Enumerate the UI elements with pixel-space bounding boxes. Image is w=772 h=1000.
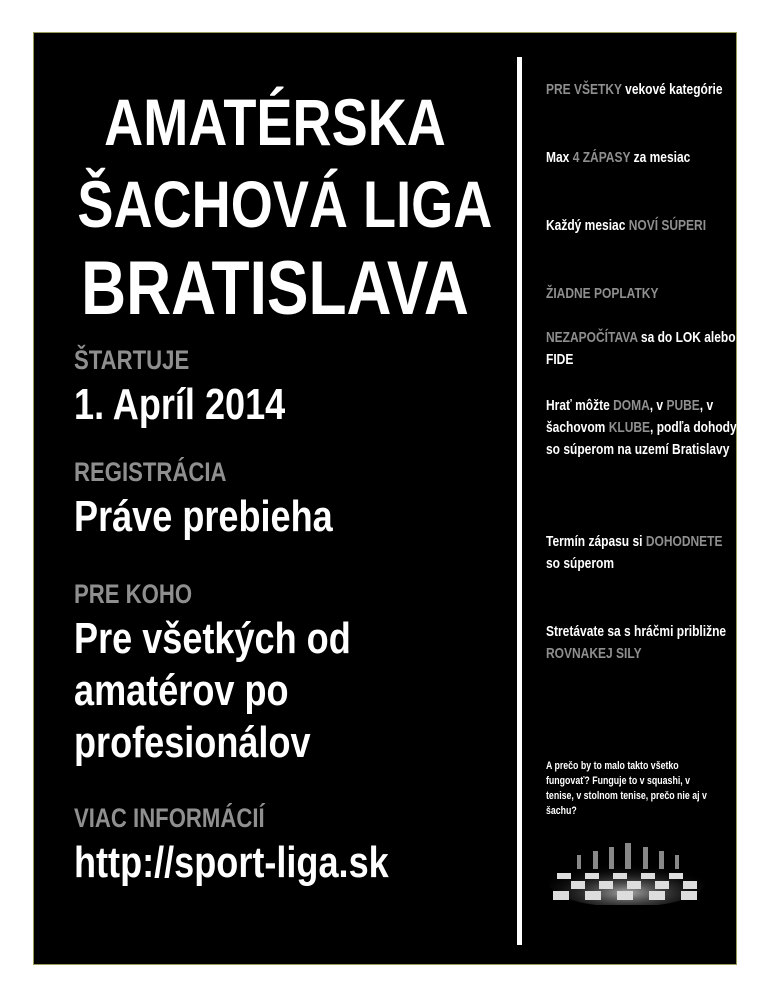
audience-line-2: amatérov po bbox=[74, 666, 289, 715]
poster bbox=[33, 32, 737, 965]
sidebar-text-run: Termín zápasu si bbox=[546, 533, 646, 550]
sidebar-text-run: , v bbox=[649, 397, 667, 414]
sidebar-text-run: ŽIADNE POPLATKY bbox=[546, 285, 659, 302]
sidebar-text-run: Hrať môžte bbox=[546, 397, 614, 414]
sidebar-text-run: Každý mesiac bbox=[546, 217, 629, 234]
sidebar-text-run: NEZAPOČÍTAVA bbox=[546, 329, 638, 346]
vertical-divider bbox=[517, 57, 522, 945]
title-line-2: ŠACHOVÁ LIGA bbox=[77, 167, 493, 241]
sidebar-item-fees bbox=[546, 283, 738, 305]
sidebar-text-run: so súperom bbox=[546, 555, 615, 572]
sidebar-text-run: Max bbox=[546, 149, 573, 166]
sidebar-text-run: , v šachovom bbox=[546, 397, 714, 436]
poster-title bbox=[77, 81, 493, 333]
sidebar-text-run: NOVÍ SÚPERI bbox=[628, 217, 707, 234]
sidebar-text-run: DOHODNETE bbox=[645, 533, 723, 550]
sidebar-text-run: ROVNAKEJ SILY bbox=[546, 645, 642, 662]
start-section bbox=[74, 345, 534, 431]
sidebar-text-run: vekové kategórie bbox=[621, 81, 723, 98]
sidebar-text-run: 4 ZÁPASY bbox=[572, 149, 631, 166]
sidebar-text-run: , podľa dohody so súperom na uzemí Bratislavy bbox=[546, 419, 737, 458]
start-date: 1. Apríl 2014 bbox=[74, 380, 286, 429]
sidebar-text-run: PUBE bbox=[666, 397, 700, 414]
audience-section bbox=[74, 579, 534, 769]
registration-status: Práve prebieha bbox=[74, 492, 333, 541]
sidebar-item-matches bbox=[546, 147, 738, 169]
title-line-1: AMATÉRSKA bbox=[104, 85, 446, 159]
sidebar-text-run: DOMA bbox=[613, 397, 650, 414]
sidebar-note: A prečo by to malo takto všetko fungovať? Funguje to v squashi, v tenise, v stolnom tenise, prečo nie aj v šachu? bbox=[546, 760, 707, 817]
sidebar-item-rating bbox=[546, 327, 738, 371]
sidebar-text-run: KLUBE bbox=[608, 419, 651, 436]
sidebar-item-ages bbox=[546, 79, 738, 101]
more-info-label: VIAC INFORMÁCIÍ bbox=[74, 803, 265, 833]
title-line-3: BRATISLAVA bbox=[81, 246, 469, 331]
sidebar-item-venue bbox=[546, 395, 738, 461]
registration-label: REGISTRÁCIA bbox=[74, 457, 227, 487]
audience-label: PRE KOHO bbox=[74, 579, 193, 609]
audience-line-3: profesionálov bbox=[74, 718, 311, 767]
sidebar-text-run: Stretávate sa s hráčmi približne bbox=[546, 623, 727, 640]
sidebar-item-schedule bbox=[546, 531, 738, 575]
chessboard-image bbox=[547, 833, 707, 905]
audience-line-1: Pre všetkých od bbox=[74, 614, 351, 663]
sidebar-text-run: za mesiac bbox=[630, 149, 691, 166]
sidebar-text-run: PRE VŠETKY bbox=[546, 81, 622, 98]
sidebar-item-opponents bbox=[546, 215, 738, 237]
registration-section bbox=[74, 457, 534, 543]
sidebar-item-strength bbox=[546, 621, 738, 665]
more-info-section bbox=[74, 803, 534, 889]
sidebar-text-run: sa do LOK alebo FIDE bbox=[546, 329, 736, 368]
start-label: ŠTARTUJE bbox=[74, 345, 190, 375]
website-link[interactable]: http://sport-liga.sk bbox=[74, 838, 389, 887]
